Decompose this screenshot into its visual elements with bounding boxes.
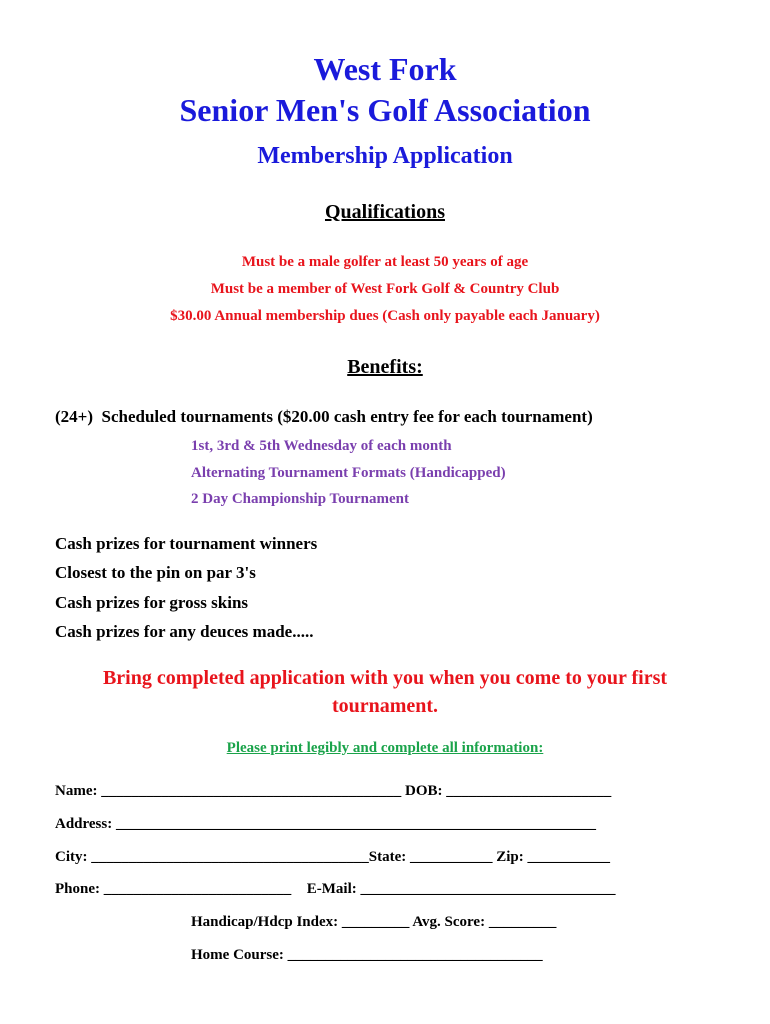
phone-label: Phone: [55,881,100,897]
subtitle: Membership Application [257,143,513,169]
avg-score-field[interactable]: _________ [488,914,557,930]
zip-label: Zip: [496,849,524,865]
qualification-item: Must be a male golfer at least 50 years of age [241,254,529,270]
notice-line-2: tournament. [331,695,439,717]
handicap-label: Handicap/Hdcp Index: [191,914,339,930]
prize-item: Cash prizes for gross skins [55,593,249,612]
name-label: Name: [55,783,98,799]
notice-line-1: Bring completed application with you when you come to your first [102,667,668,689]
avg-score-label: Avg. Score: [412,914,486,930]
tournament-detail: Alternating Tournament Formats (Handicapped) [191,465,506,481]
home-course-row [191,946,543,964]
dob-label: DOB: [404,783,443,799]
address-label: Address: [55,816,113,832]
state-label: State: [368,849,407,865]
qualification-item: Must be a member of West Fork Golf & Country Club [210,281,560,297]
name-row [55,782,611,800]
prize-item: Cash prizes for tournament winners [55,534,318,553]
tournament-detail: 1st, 3rd & 5th Wednesday of each month [191,438,452,454]
address-row [55,815,596,833]
qualifications-heading: Qualifications [324,201,445,223]
title-line-2: Senior Men's Golf Association [179,92,591,128]
form-instruction: Please print legibly and complete all information: [226,740,544,756]
email-field[interactable]: __________________________________ [360,881,616,897]
home-course-field[interactable]: __________________________________ [287,947,543,963]
qualification-item: $30.00 Annual membership dues (Cash only payable each January) [170,308,600,324]
handicap-row [191,913,556,931]
home-course-label: Home Course: [191,947,284,963]
state-field[interactable]: ___________ [410,849,493,865]
tournament-detail: 2 Day Championship Tournament [191,491,409,507]
phone-row [55,880,616,898]
prize-item: Cash prizes for any deuces made..... [55,622,314,641]
phone-field[interactable]: _________________________ [103,881,292,897]
email-label: E-Mail: [306,881,357,897]
city-field[interactable]: _____________________________________ [91,849,369,865]
dob-field[interactable]: ______________________ [446,783,612,799]
city-row [55,848,610,866]
address-field[interactable]: ________________________________________________________________ [115,816,596,832]
title-line-1: West Fork [313,51,457,87]
name-field[interactable]: ________________________________________ [101,783,402,799]
handicap-field[interactable]: _________ [341,914,410,930]
tournaments-line: (24+) Scheduled tournaments ($20.00 cash entry fee for each tournament) [55,407,593,426]
prize-item: Closest to the pin on par 3's [55,563,256,582]
zip-field[interactable]: ___________ [527,849,611,865]
city-label: City: [55,849,88,865]
benefits-heading: Benefits: [347,356,423,378]
